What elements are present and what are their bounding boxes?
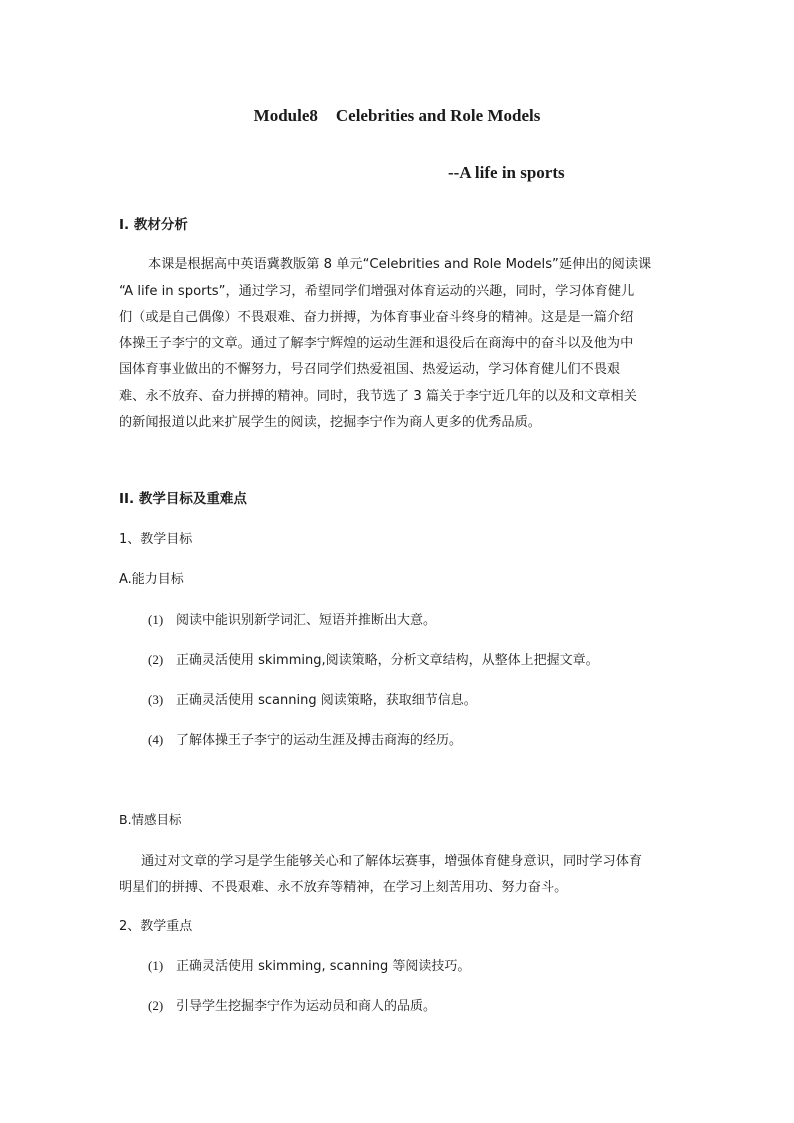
paragraph-line: 本课是根据高中英语冀教版第 8 单元“Celebrities and Role Models”延伸出的阅读课: [148, 257, 652, 272]
list-item-text: 正确灵活使用 skimming,阅读策略，分析文章结构，从整体上把握文章。: [176, 653, 599, 668]
list-item-number: (1): [148, 958, 164, 973]
list-item-number: (2): [148, 652, 164, 667]
list-item-text: 引导学生挖掘李宁作为运动员和商人的品质。: [176, 999, 437, 1014]
list-item: [148, 689, 477, 708]
list-item-number: (1): [148, 612, 164, 627]
paragraph-line: 难、永不放弃、奋力拼搏的精神。同时，我节选了 3 篇关于李宁近几年的以及和文章相关: [119, 389, 637, 404]
subheading-ability-goals: A.能力目标: [119, 572, 184, 587]
list-item-text: 阅读中能识别新学词汇、短语并推断出大意。: [176, 613, 437, 628]
paragraph-line: “A life in sports”，通过学习，希望同学们增强对体育运动的兴趣，同时，学习体育健儿: [119, 284, 635, 299]
paragraph-line: 的新闻报道以此来扩展学生的阅读，挖掘李宁作为商人更多的优秀品质。: [119, 415, 541, 430]
list-item: [148, 729, 462, 748]
list-item-number: (2): [148, 998, 164, 1013]
list-item-text: 正确灵活使用 scanning 阅读策略，获取细节信息。: [176, 693, 477, 708]
paragraph-line: 体操王子李宁的文章。通过了解李宁辉煌的运动生涯和退役后在商海中的奋斗以及他为中: [119, 336, 634, 351]
paragraph-line: 明星们的拼搏、不畏艰难、永不放弃等精神，在学习上刻苦用功、努力奋斗。: [119, 880, 568, 895]
paragraph-line: 们（或是自己偶像）不畏艰难、奋力拼搏，为体育事业奋斗终身的精神。这是是一篇介绍: [119, 310, 634, 325]
list-item: [148, 995, 436, 1014]
list-item: [148, 609, 436, 628]
list-item-text: 正确灵活使用 skimming, scanning 等阅读技巧。: [176, 959, 471, 974]
subheading-emotion-goals: B.情感目标: [119, 812, 182, 827]
paragraph-line: 通过对文章的学习是学生能够关心和了解体坛赛事，增强体育健身意识，同时学习体育: [141, 854, 643, 869]
list-item: [148, 955, 470, 974]
list-item-number: (4): [148, 732, 164, 747]
module-label: Module8: [253, 106, 318, 125]
subheading-teaching-goals: 1、教学目标: [119, 532, 193, 547]
section-heading-analysis: I. 教材分析: [119, 217, 188, 233]
section-heading-objectives: II. 教学目标及重难点: [119, 491, 247, 507]
subheading-key-points: 2、教学重点: [119, 919, 193, 934]
list-item: [148, 649, 599, 668]
page-subtitle: --A life in sports: [448, 163, 565, 182]
list-item-number: (3): [148, 692, 164, 707]
paragraph-line: 国体育事业做出的不懈努力，号召同学们热爱祖国、热爱运动，学习体育健儿们不畏艰: [119, 362, 621, 377]
list-item-text: 了解体操王子李宁的运动生涯及搏击商海的经历。: [176, 733, 463, 748]
module-title: Celebrities and Role Models: [335, 106, 541, 125]
page-title: [0, 106, 794, 126]
